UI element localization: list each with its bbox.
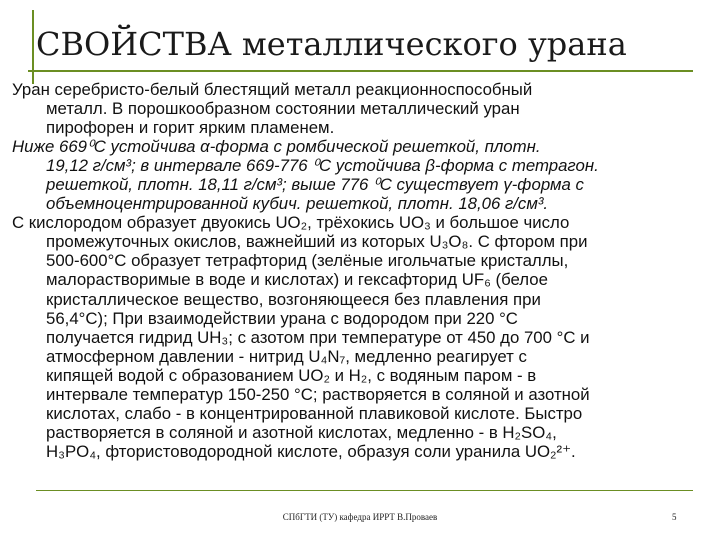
text-line: объемноцентрированной кубич. решеткой, плотн. 18,06 г/см³. [46, 194, 549, 214]
footer-divider [36, 490, 693, 491]
text-line: H₃PO₄, фтористоводородной кислоте, образуя соли уранила UO₂²⁺. [46, 441, 576, 461]
slide-body [6, 80, 712, 461]
text-line: металл. В порошкообразном состоянии металлический уран [46, 99, 520, 119]
text-line: 500-600°С образует тетрафторид (зелёные игольчатые кристаллы, [46, 251, 569, 271]
text-line: решеткой, плотн. 18,11 г/см³; выше 776 ⁰С существует γ-форма с [46, 175, 584, 195]
footer-caption: СПбГТИ (ТУ) кафедра ИРРТ В.Проваев [282, 512, 438, 522]
text-line: интервале температур 150-250 °С; растворяется в соляной и азотной [46, 384, 590, 404]
text-line: промежуточных окислов, важнейший из которых U₃O₈. С фтором при [46, 232, 588, 252]
title-accent-vertical-line [32, 10, 34, 84]
text-line: Уран серебристо-белый блестящий металл реакционноспособный [12, 80, 533, 99]
title-underline [28, 70, 693, 72]
text-line: Ниже 669⁰С устойчива α-форма с ромбической решеткой, плотн. [12, 137, 541, 157]
text-line: пирофорен и горит ярким пламенем. [46, 118, 335, 138]
text-line: кислотах, слабо - в концентрированной плавиковой кислоте. Быстро [46, 403, 583, 423]
slide-title: СВОЙСТВА металлического урана [36, 25, 627, 63]
paragraph-crystal-forms [6, 137, 712, 213]
text-line: С кислородом образует двуокись UO₂, трёхокись UO₃ и большое число [12, 213, 570, 233]
text-line: 19,12 г/см³; в интервале 669-776 ⁰С устойчива β-форма с тетрагон. [46, 156, 599, 176]
text-line: растворяется в соляной и азотной кислотах, медленно - в H₂SO₄, [46, 422, 557, 442]
text-line: малорастворимые в воде и кислотах) и гексафторид UF₆ (белое [46, 270, 548, 290]
text-line: кристаллическое вещество, возгоняющееся без плавления при [46, 289, 541, 309]
paragraph-uranium-description [6, 80, 712, 137]
text-line: атмосферном давлении - нитрид U₄N₇, медленно реагирует с [46, 346, 527, 366]
text-line: получается гидрид UH₃; с азотом при температуре от 450 до 700 °С и [46, 327, 590, 347]
page-number: 5 [672, 512, 677, 522]
paragraph-chemical-reactions [6, 213, 712, 461]
text-line: 56,4°С); При взаимодействии урана с водородом при 220 °С [46, 308, 518, 328]
text-line: кипящей водой с образованием UO₂ и H₂, с водяным паром - в [46, 365, 537, 385]
